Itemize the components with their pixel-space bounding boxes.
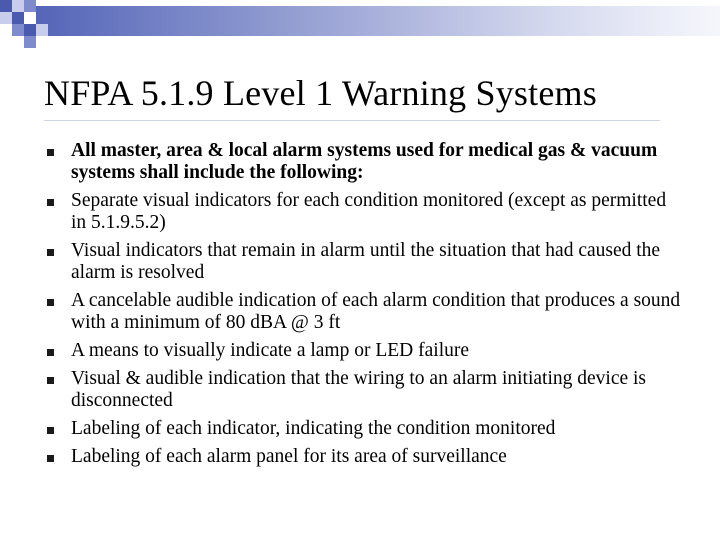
bullet-text: A means to visually indicate a lamp or LED failure (71, 340, 470, 361)
square-bullet-icon (47, 149, 54, 156)
slide-title: NFPA 5.1.9 Level 1 Warning Systems (44, 73, 597, 113)
decor-square (24, 12, 36, 24)
bullet-list (44, 140, 684, 474)
bullet-text: Labeling of each alarm panel for its area of surveillance (71, 446, 507, 467)
bullet-item (44, 340, 684, 362)
square-bullet-icon (47, 249, 54, 256)
decor-square (0, 0, 12, 12)
decor-square (12, 24, 24, 36)
title-divider (44, 120, 660, 121)
square-bullet-icon (47, 455, 54, 462)
decor-square (12, 12, 24, 24)
bullet-text: All master, area & local alarm systems used for medical gas & vacuum systems shall include the following: (71, 140, 658, 183)
bullet-item (44, 190, 684, 234)
square-bullet-icon (47, 377, 54, 384)
bullet-item (44, 290, 684, 334)
gradient-band (36, 6, 720, 36)
bullet-text: Labeling of each indicator, indicating the condition monitored (71, 418, 556, 439)
bullet-text: A cancelable audible indication of each alarm condition that produces a sound with a minimum of 80 dBA @ 3 ft (71, 290, 681, 333)
header-decoration (0, 0, 720, 44)
bullet-text: Separate visual indicators for each condition monitored (except as permitted in 5.1.9.5.2) (71, 190, 667, 233)
decor-square (0, 12, 12, 24)
square-bullet-icon (47, 199, 54, 206)
bullet-item (44, 240, 684, 284)
square-bullet-icon (47, 299, 54, 306)
bullet-item (44, 368, 684, 412)
square-bullet-icon (47, 427, 54, 434)
bullet-item (44, 418, 684, 440)
bullet-text: Visual indicators that remain in alarm until the situation that had caused the alarm is resolved (71, 240, 661, 283)
decor-square (24, 24, 36, 36)
decor-square (24, 0, 36, 12)
decor-square (24, 36, 36, 48)
square-bullet-icon (47, 349, 54, 356)
bullet-item (44, 446, 684, 468)
bullet-item (44, 140, 684, 184)
decor-square (36, 24, 48, 36)
decor-square (12, 0, 24, 12)
bullet-text: Visual & audible indication that the wiring to an alarm initiating device is disconnected (71, 368, 647, 411)
